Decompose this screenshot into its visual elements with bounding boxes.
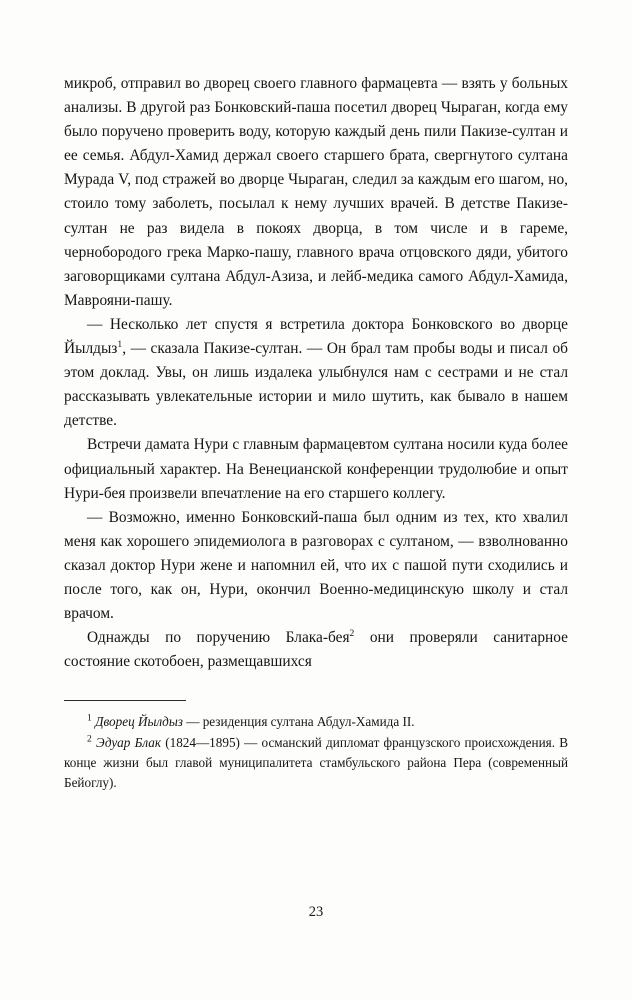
paragraph-2-text-after: , — сказала Пакизе-султан. — Он брал там пробы воды и писал об этом доклад. Увы, он лишь издалека улыбнулся нам с сестрами и не стал рассказывать увлекательные истории и мило шутить, как бывало в нашем детстве. [64,340,568,430]
footnotes-block [64,712,568,793]
page-body [64,72,568,674]
paragraph-2-text-before: — Несколько лет спустя я встретила доктора Бонковского во дворце Йылдыз [64,315,568,358]
paragraph-5-text-after: они проверяли санитарное состояние скотобоен, размещавшихся [64,629,568,671]
footnote-separator [64,700,186,701]
paragraph-2 [64,313,568,433]
paragraph-5 [64,626,568,674]
footnote-2 [64,733,568,794]
footnote-1 [64,712,568,732]
footnote-1-term: Дворец Йылдыз [95,714,183,730]
paragraph-4: — Возможно, именно Бонковский-паша был одним из тех, кто хвалил меня как хорошего эпидемиолога в разговорах с султаном, — взволнованно сказал доктор Нури жене и напомнил ей, что их с пашой пути сходились и после того, как он, Нури, окончил Военно-медицинскую школу и стал врачом. [64,508,568,623]
paragraph-5-text-before: Однажды по поручению Блака-бея [87,629,350,647]
footnote-1-marker: 1 [87,712,92,724]
footnote-2-text: (1824—1895) — османский дипломат французского происхождения. В конце жизни был главой муниципалитета стамбульского района Пера (современный Бейоглу). [64,734,568,790]
footnote-2-term: Эдуар Блак [96,734,162,750]
paragraph-3: Встречи дамата Нури с главным фармацевтом султана носили куда более официальный характер. На Венецианской конференции трудолюбие и опыт Нури-бея произвели впечатление на его старшего коллегу. [64,436,568,502]
footnote-1-text: — резиденция султана Абдул-Хамида II. [182,714,415,730]
page-number: 23 [308,904,324,920]
footnote-2-marker: 2 [87,733,92,745]
footnote-ref-2[interactable]: 2 [349,628,355,640]
footnote-ref-1[interactable]: 1 [117,338,123,350]
paragraph-1: микроб, отправил во дворец своего главного фармацевта — взять у больных анализы. В другой раз Бонковский-паша посетил дворец Чыраган, когда ему было поручено проверить воду, которую каждый день пили Пакизе-султан и ее семья. Абдул-Хамид держал своего старшего брата, свергнутого султана Мурада V, под стражей во дворце Чыраган, следил за каждым его шагом, но, стоило тому заболеть, посылал к нему лучших врачей. В детстве Пакизе-султан не раз видела в покоях дворца, в том числе и в гареме, чернобородого грека Марко-пашу, главного врача отцовского дяди, убитого заговорщиками султана Абдул-Азиза, и лейб-медика самого Абдул-Хамида, Маврояни-пашу. [64,75,568,309]
